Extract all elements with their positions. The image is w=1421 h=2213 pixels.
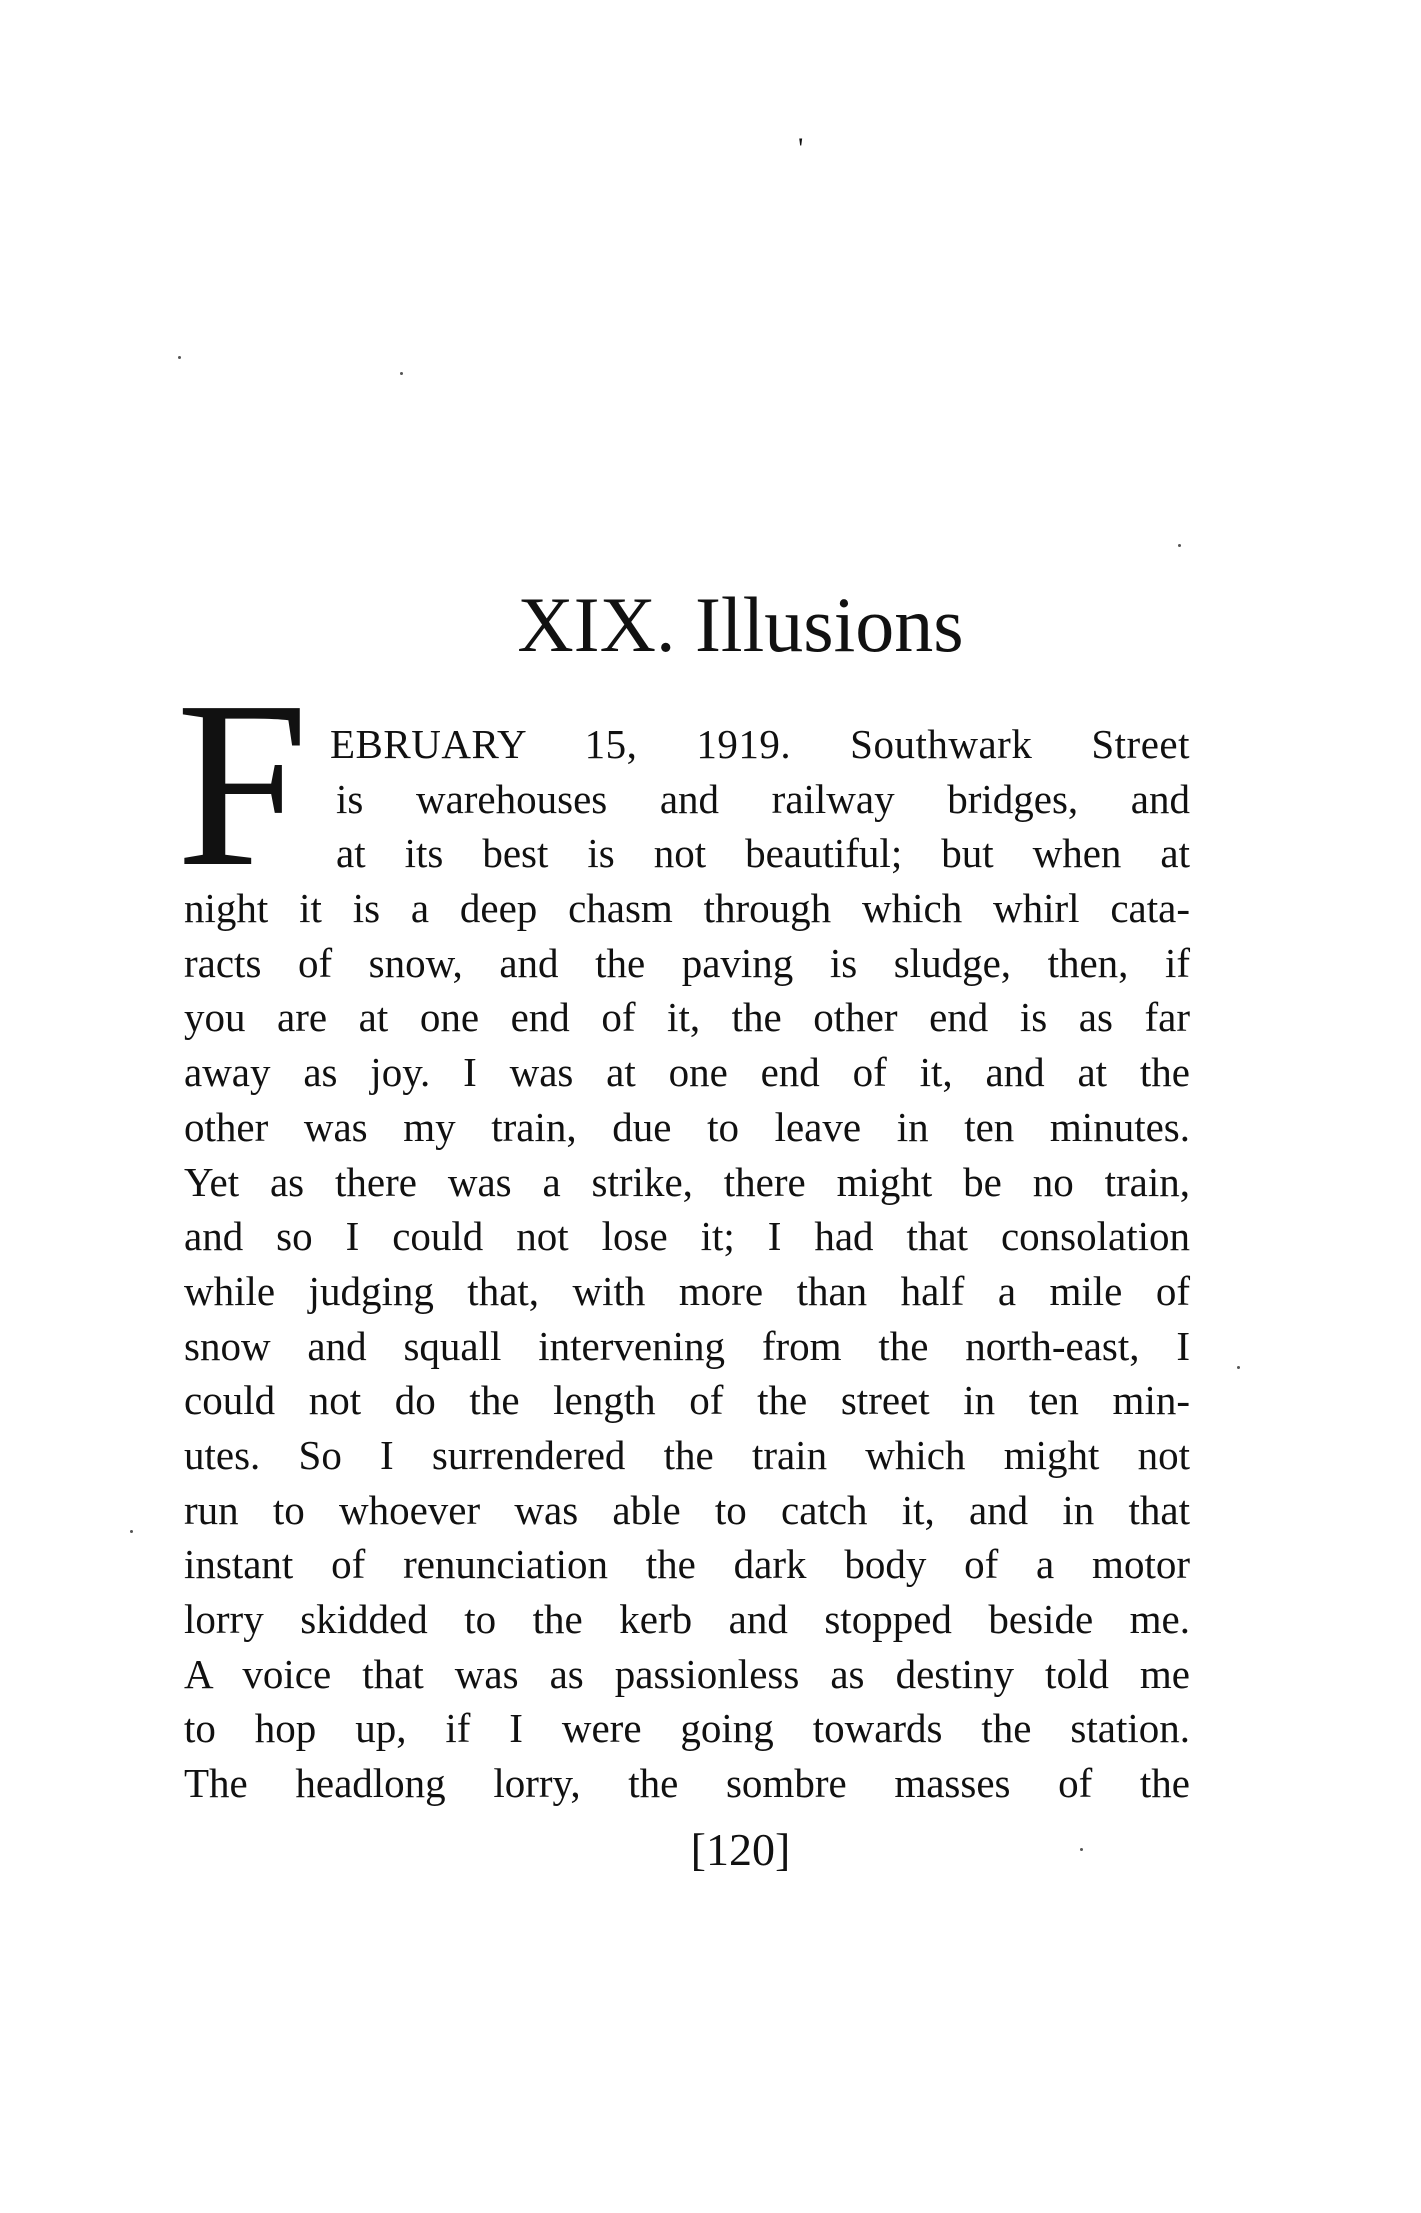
text-line: is warehouses and railway bridges, and [336, 775, 1190, 822]
paper-speck [130, 1530, 133, 1533]
text-line: away as joy. I was at one end of it, and at the [184, 1049, 1190, 1096]
paper-speck [1178, 544, 1181, 547]
paper-speck [1237, 1366, 1240, 1369]
text-line: lorry skidded to the kerb and stopped beside me. [184, 1596, 1190, 1642]
text-line: other was my train, due to leave in ten minutes. [184, 1103, 1190, 1150]
text-line: utes. So I surrendered the train which might not [184, 1431, 1190, 1478]
text-line: A voice that was as passionless as destiny told me [184, 1650, 1190, 1697]
drop-cap: F [176, 653, 309, 916]
text-line: at its best is not beautiful; but when at [336, 830, 1190, 877]
text-line: EBRUARY 15, 1919. Southwark Street [330, 721, 1190, 767]
text-line: while judging that, with more than half a mile of [184, 1267, 1190, 1314]
text-line: snow and squall intervening from the north-east, I [184, 1322, 1190, 1369]
stray-ink-mark: ' [798, 132, 804, 165]
text-line: and so I could not lose it; I had that consolation [184, 1213, 1190, 1260]
text-line: Yet as there was a strike, there might be no train, [184, 1158, 1190, 1205]
text-line: run to whoever was able to catch it, and in that [184, 1486, 1190, 1533]
chapter-title: XIX. Illusions [517, 581, 964, 668]
text-line: you are at one end of it, the other end is as far [184, 994, 1190, 1041]
text-line: instant of renunciation the dark body of a motor [184, 1541, 1190, 1588]
page-number: [120] [690, 1824, 791, 1875]
text-line: to hop up, if I were going towards the station. [184, 1705, 1190, 1752]
text-line: racts of snow, and the paving is sludge, then, if [184, 939, 1190, 986]
paper-speck [178, 356, 181, 359]
body-text [184, 717, 1190, 1811]
text-line: The headlong lorry, the sombre masses of the [184, 1760, 1190, 1807]
text-line: night it is a deep chasm through which whirl cata- [184, 885, 1190, 932]
paper-speck [400, 372, 403, 375]
text-line: could not do the length of the street in ten min- [184, 1377, 1190, 1424]
